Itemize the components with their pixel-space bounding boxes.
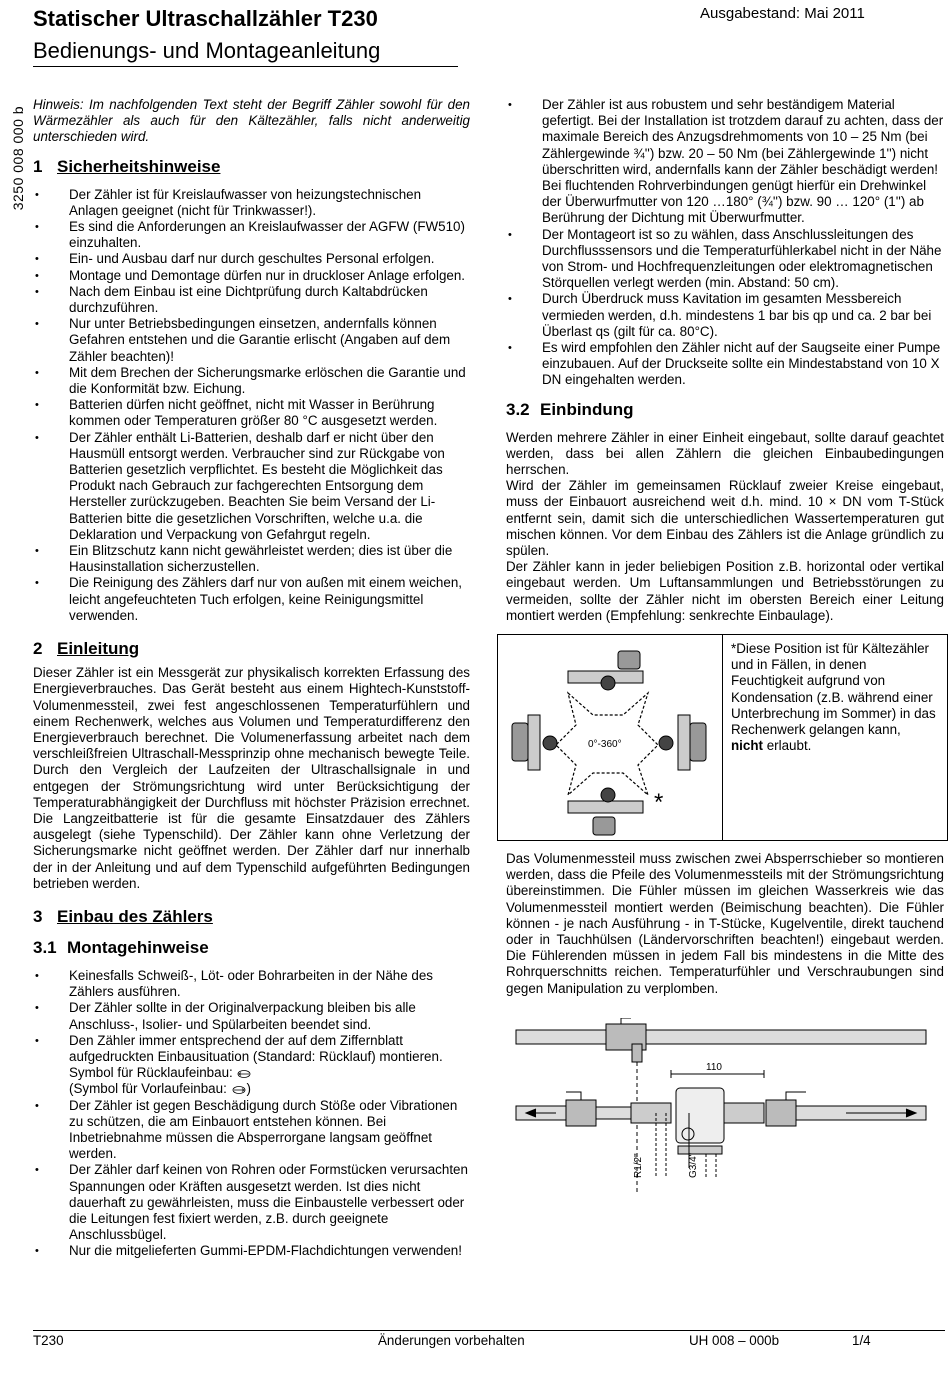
footer-note: Änderungen vorbehalten — [378, 1333, 525, 1348]
list-item: • Batterien dürfen nicht geöffnet, nicht mit Wasser in Berührung kommen oder Temperaturen größer 80 °C ausgesetzt werden. — [33, 397, 470, 429]
safety-list — [33, 187, 470, 624]
section-3-2-number: 3.2 — [506, 399, 530, 419]
figure-caption — [731, 641, 936, 754]
list-item: • Der Zähler ist gegen Beschädigung durch Stöße oder Vibrationen zu schützen, die am Einbauort entstehen können. Bei Inbetriebnahme müssen die Absperrorgane langsam geöffnet werden. — [33, 1098, 470, 1163]
section-3-number: 3 — [33, 906, 43, 926]
section-2-heading — [33, 638, 470, 659]
list-item: • Mit dem Brechen der Sicherungsmarke erlöschen die Garantie und die Konformität bzw. Eichung. — [33, 365, 470, 397]
mounting-positions-illustration — [498, 635, 722, 840]
symbol-flow-close: ) — [246, 1081, 252, 1097]
section-1-number: 1 — [33, 156, 43, 176]
list-item: • Der Zähler ist aus robustem und sehr beständigem Material gefertigt. Bei der Installation ist trotzdem darauf zu achten, dass der maximale Bereich des Anzugsdrehmoments von 10 – 25 Nm (bei Zählergewinde ¾'') bzw. 20 – 50 Nm (bei Zählergewinde 1'') nicht überschritten wird, andernfalls kann der Zähler beschädigt werden! Bei fluchtenden Rohrverbindungen genügt hierfür ein Drehwinkel der Überwurfmutter von 120 …180° (¾'') bzw. 90 … 120° (1'') ab Berührung der Dichtung mit Überwurfmutter. — [506, 97, 944, 227]
list-item: • Durch Überdruck muss Kavitation im gesamten Messbereich vermieden werden, d.h. mindestens 1 bar bis qp und ca. 2 bar bei Überlast qs (gilt für ca. 80°C). — [506, 291, 944, 340]
section-2-number: 2 — [33, 639, 43, 659]
section-1-title: Sicherheitshinweise — [57, 156, 221, 176]
installation-drawing — [506, 1018, 944, 1223]
mounting-position-figure — [497, 634, 948, 841]
list-item: • Es sind die Anforderungen an Kreislaufwasser der AGFW (FW510) einzuhalten. — [33, 219, 470, 251]
side-document-code: 3250 008 000 b — [10, 105, 27, 211]
section-3-2-heading — [506, 399, 944, 420]
list-item: • Der Zähler ist für Kreislaufwasser von heizungstechnischen Anlagen geeignet (nicht für Trinkwasser!). — [33, 187, 470, 219]
integration-paragraph-2: Wird der Zähler im gemeinsamen Rücklauf zweier Kreise eingebaut, muss der Einbauort ausreichend weit d.h. mind. 10 × DN vom T-Stück entfernt sein, damit sich die unterschiedlichen Wassertemperaturen gut mischen können. Vor dem Einbau des Zählers ist die Anlage gründlich zu spülen. — [506, 478, 944, 559]
figure-caption-emphasis: nicht — [731, 738, 763, 754]
footer-model: T230 — [33, 1333, 64, 1348]
symbol-return-label: Symbol für Rücklaufeinbau: — [69, 1065, 233, 1081]
list-item: • Der Zähler sollte in der Originalverpackung bleiben bis alle Anschluss-, Isolier- und Spülarbeiten beendet sind. — [33, 1000, 470, 1032]
dimension-g34: G3/4" — [688, 1152, 699, 1178]
right-column-bottom — [506, 851, 944, 997]
section-3-heading — [33, 906, 470, 927]
list-item: • Nur die mitgelieferten Gummi-EPDM-Flachdichtungen verwenden! — [33, 1243, 470, 1259]
integration-paragraph-3: Der Zähler kann in jeder beliebigen Position z.B. horizontal oder vertikal eingebaut werden. Um Luftansammlungen und Betriebsstörungen zu vermeiden, sollte der Zähler nicht im obersten Bereich einer Leitung montiert werden (Empfehlung: senkrechte Einbaulage). — [506, 559, 944, 623]
footer-page-number: 1/4 — [852, 1333, 871, 1348]
list-item: • Nur unter Betriebsbedingungen einsetzen, andernfalls können Gefahren entstehen und die Garantie erlischt (Angaben auf dem Zähler beachten)! — [33, 316, 470, 365]
mounting-list — [33, 968, 470, 1260]
section-1-heading — [33, 156, 470, 177]
forward-flow-icon — [231, 1085, 247, 1095]
volume-part-paragraph: Das Volumenmessteil muss zwischen zwei Absperrschieber so montieren werden, dass die Pfeile des Volumenmessteils mit der Strömungsrichtung übereinstimmen. Die Fühler müssen im gleichen Wasserkreis wie das Volumenmessteil montiert werden (Beimischung beachten). Die Fühler können - je nach Ausführung - in T-Stücke, Kugelventile, direkt tauchend oder in Tauchhülsen (Ländervorschriften beachten!) eingebaut werden. Die Fühlerenden müssen in jedem Fall bis mindestens in die Mitte des Rohrquerschnitts reichen. Temperaturfühler und Verschraubungen sind gegen Manipulation zu verplomben. — [506, 851, 944, 996]
mounting-list-continued — [506, 97, 944, 389]
list-item: • Keinesfalls Schweiß-, Löt- oder Bohrarbeiten in der Nähe des Zählers ausführen. — [33, 968, 470, 1000]
dimension-r12: R1/2" — [633, 1153, 644, 1178]
list-item: • Der Zähler darf keinen von Rohren oder Formstücken verursachten Spannungen oder Kräften ausgesetzt werden. Ist dies nicht dauerhaft zu gewährleisten, muss die Einbaustelle verbessert oder die Leitungen fest fixiert werden, z.B. durch geeignete Anschlussbügel. — [33, 1162, 470, 1243]
document-subtitle: Bedienungs- und Montageanleitung — [33, 38, 381, 63]
list-item: • Der Zähler enthält Li-Batterien, deshalb darf er nicht über den Hausmüll entsorgt werden. Verbraucher sind zur Rückgabe von Batterien gesetzlich verpflichtet. Es besteht die Möglichkeit das Produkt nach Gebrauch zur fachgerechten Entsorgung dem Hersteller zurückzugeben. Beachten Sie beim Versand der Li-Batterien bitte die gesetzlichen Vorschriften, welche u.a. die Deklaration und Verpackung von Gefahrgut regeln. — [33, 430, 470, 543]
list-item: • Nach dem Einbau ist eine Dichtprüfung durch Kaltabdrücken durchzuführen. — [33, 284, 470, 316]
dimension-110: 110 — [706, 1062, 722, 1073]
list-item: • Die Reinigung des Zählers darf nur von außen mit einem weichen, leicht angefeuchteten Tuch erfolgen, keine Reinigungsmittel verwenden. — [33, 575, 470, 624]
section-3-1-heading — [33, 937, 470, 958]
left-column — [33, 97, 470, 1260]
section-3-title: Einbau des Zählers — [57, 906, 213, 926]
figure-caption-part-2: erlaubt. — [763, 738, 812, 754]
asterisk-mark: * — [654, 789, 664, 816]
angle-label: 0°-360° — [588, 739, 622, 750]
list-item: • Ein- und Ausbau darf nur durch geschultes Personal erfolgen. — [33, 251, 470, 267]
return-flow-icon — [236, 1069, 252, 1079]
list-item: • Ein Blitzschutz kann nicht gewährleistet werden; dies ist über die Hausinstallation sicherzustellen. — [33, 543, 470, 575]
right-column-top — [506, 97, 944, 624]
header-rule — [33, 66, 458, 67]
edition-date: Ausgabestand: Mai 2011 — [700, 5, 865, 22]
document-title: Statischer Ultraschallzähler T230 — [33, 6, 378, 31]
section-3-1-number: 3.1 — [33, 937, 57, 957]
symbol-flow-label: (Symbol für Vorlaufeinbau: — [69, 1081, 227, 1097]
list-item: • Der Montageort ist so zu wählen, dass Anschlussleitungen des Durchflusssensors und die Temperaturfühlerkabel nicht in der Nähe von Strom- und Hochfrequenzleitungen oder elektromagnetischen Störquellen verlegt werden (min. Abstand: 50 cm). — [506, 227, 944, 292]
section-3-2-title: Einbindung — [540, 399, 634, 419]
intro-paragraph: Dieser Zähler ist ein Messgerät zur physikalisch korrekten Erfassung des Energieverbrauches. Das Gerät besteht aus einem Hightech-Kunststoff-Volumenmessteil, zwei fest angeschlossenen Temperaturfühlern und einem Rechenwerk, welches aus Volumen und Temperaturdifferenz den Energieverbrauch berechnet. Die Volumenerfassung arbeitet nach dem verschleißfreien Ultraschall-Messprinzip ohne mechanisch bewegte Teile. Durch den Vergleich der Laufzeiten der Ultraschallsignale in und entgegen der Strömungsrichtung wird unter Berücksichtigung der Temperaturabhängigkeit der Durchfluss mit höchster Präzision errechnet. Die Langzeitbatterie ist für die gesamte Einsatzdauer des Zählers ausgelegt (siehe Typenschild). Der Zähler kann ohne Verletzung der Sicherungsmarke nicht geöffnet werden. Der Zähler darf nur innerhalb der in der Anleitung und auf dem Typenschild aufgeführten Bedingungen betrieben werden. — [33, 665, 470, 891]
integration-paragraph-1: Werden mehrere Zähler in einer Einheit eingebaut, sollte darauf geachtet werden, dass bei allen Zählern die gleichen Einbaubedingungen herrschen. — [506, 429, 944, 478]
footer-rule — [33, 1330, 945, 1331]
list-item — [33, 1033, 470, 1098]
list-item: • Montage und Demontage dürfen nur in druckloser Anlage erfolgen. — [33, 268, 470, 284]
figure-caption-part-1: *Diese Position ist für Kältezähler und in Fällen, in denen Feuchtigkeit aufgrund von Kondensation (z.B. während einer Unterbrechung im Sommer) in das Rechenwerk gelangen kann, — [731, 641, 936, 738]
figure-divider — [722, 635, 723, 840]
list-item: • Es wird empfohlen den Zähler nicht auf der Saugseite einer Pumpe einzubauen. Auf der Druckseite sollte ein Mindestabstand von 10 X DN eingehalten werden. — [506, 340, 944, 389]
footer-document-number: UH 008 – 000b — [689, 1333, 780, 1348]
hint-note: Hinweis: Im nachfolgenden Text steht der Begriff Zähler sowohl für den Wärmezähler als auch für den Kältezähler, falls nicht anderweitig unterschieden wird. — [33, 97, 470, 145]
list-item-text: Den Zähler immer entsprechend der auf dem Ziffernblatt aufgedruckten Einbausituation (Standard: Rücklauf) montieren. — [69, 1032, 443, 1064]
section-2-title: Einleitung — [57, 639, 140, 659]
section-3-1-title: Montagehinweise — [67, 937, 209, 957]
